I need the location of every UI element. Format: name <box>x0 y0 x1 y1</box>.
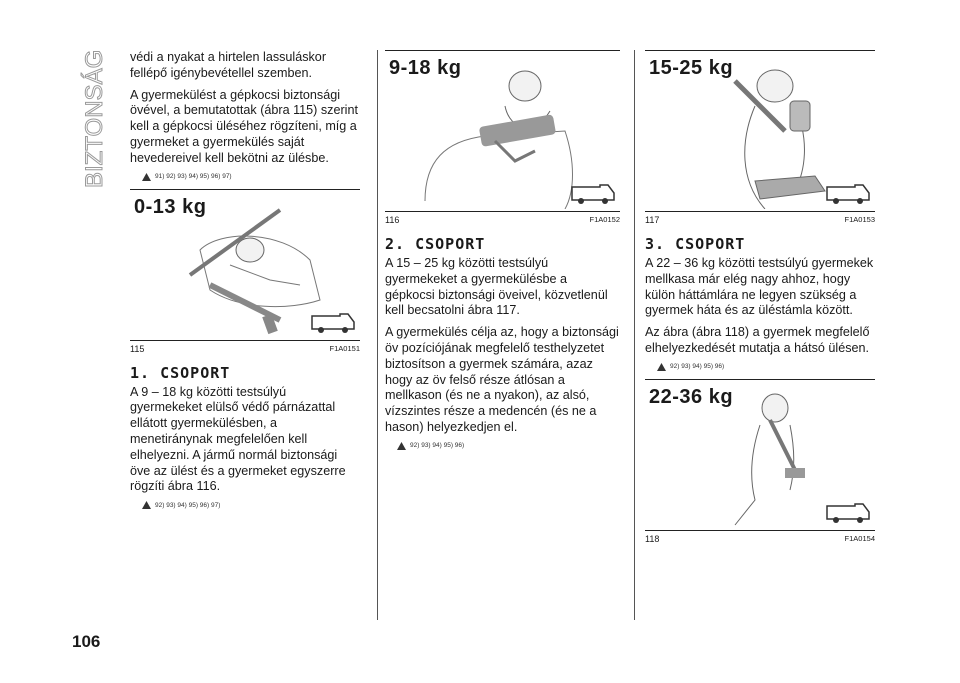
paragraph: A 9 – 18 kg közötti testsúlyú gyermekeket elülső védő párnázattal ellátott gyermekülésben, a menetiránynak megfelelően kell elhelyezni. A jármű normál biztonsági öve az ülést és a gyermeket egyszerre rögzíti ábra 116. <box>130 384 346 494</box>
warning-triangle-icon <box>657 363 666 371</box>
warning-triangle-icon <box>397 442 406 450</box>
warning-references: 92) 93) 94) 95) 96) 97) <box>142 501 360 509</box>
section-heading: 2. CSOPORT <box>385 235 486 253</box>
column-divider <box>634 50 635 620</box>
figure-weight-label: 0-13 kg <box>134 195 207 218</box>
paragraph: védi a nyakat a hirtelen lassuláskor fellépő igénybevétellel szemben. <box>130 50 327 80</box>
paragraph: A gyermekülést a gépkocsi biztonsági övével, a bemutatottak (ábra 115) szerint kell a gépkocsi üléséhez rögzíteni, míg a gyermeket a gyermekülés saját hevedereivel kell bekötni az ülésbe. <box>130 87 358 165</box>
figure-117 <box>645 50 875 212</box>
figure-caption: 118 F1A0154 <box>645 533 875 544</box>
paragraph: A gyermekülés célja az, hogy a biztonsági öv pozíciójának megfelelő testhelyzetet biztosítson a gyermek számára, azaz hogy az öv felső része átlósan a mellkason (és ne a nyakon), az alsó, vízszintes része a medencén (és ne a hason) helyezkedjen el. <box>385 325 619 434</box>
figure-weight-label: 15-25 kg <box>649 57 734 79</box>
section-title-vertical <box>74 50 114 190</box>
column-1 <box>130 50 360 517</box>
column-divider <box>377 50 378 620</box>
figure-caption: 115 F1A0151 <box>130 343 360 354</box>
paragraph: Az ábra (ábra 118) a gyermek megfelelő elhelyezkedését mutatja a hátsó ülésen. <box>645 325 870 355</box>
van-icon <box>825 500 871 524</box>
column-3 <box>645 50 875 554</box>
section-heading: 3. CSOPORT <box>645 235 746 253</box>
figure-weight-label: 9-18 kg <box>389 57 462 79</box>
warning-references: 92) 93) 94) 95) 96) <box>657 363 875 371</box>
warning-triangle-icon <box>142 501 151 509</box>
paragraph: A 22 – 36 kg közötti testsúlyú gyermekek mellkasa már elég nagy ahhoz, hogy külön háttámlára ne legyen szükség a gyermek háta és az üléstámla között. <box>645 256 874 318</box>
page-number: 106 <box>72 632 101 651</box>
column-2 <box>385 50 620 458</box>
figure-weight-label: 22-36 kg <box>649 385 734 408</box>
figure-caption: 117 F1A0153 <box>645 215 875 225</box>
section-heading: 1. CSOPORT <box>130 363 231 382</box>
van-icon <box>310 310 356 334</box>
paragraph: A 15 – 25 kg közötti testsúlyú gyermekeket a gyermekülésbe a gépkocsi biztonsági öveivel, közvetlenül kell becsatolni ábra 117. <box>385 256 608 318</box>
figure-116 <box>385 50 620 212</box>
van-icon <box>570 181 616 205</box>
warning-references: 91) 92) 93) 94) 95) 96) 97) <box>142 173 360 181</box>
warning-triangle-icon <box>142 173 151 181</box>
section-title-text: BIZTONSÁG <box>81 50 108 188</box>
figure-115 <box>130 189 360 341</box>
warning-references: 92) 93) 94) 95) 96) <box>397 442 620 450</box>
figure-118 <box>645 379 875 531</box>
van-icon <box>825 181 871 205</box>
figure-caption: 116 F1A0152 <box>385 215 620 225</box>
